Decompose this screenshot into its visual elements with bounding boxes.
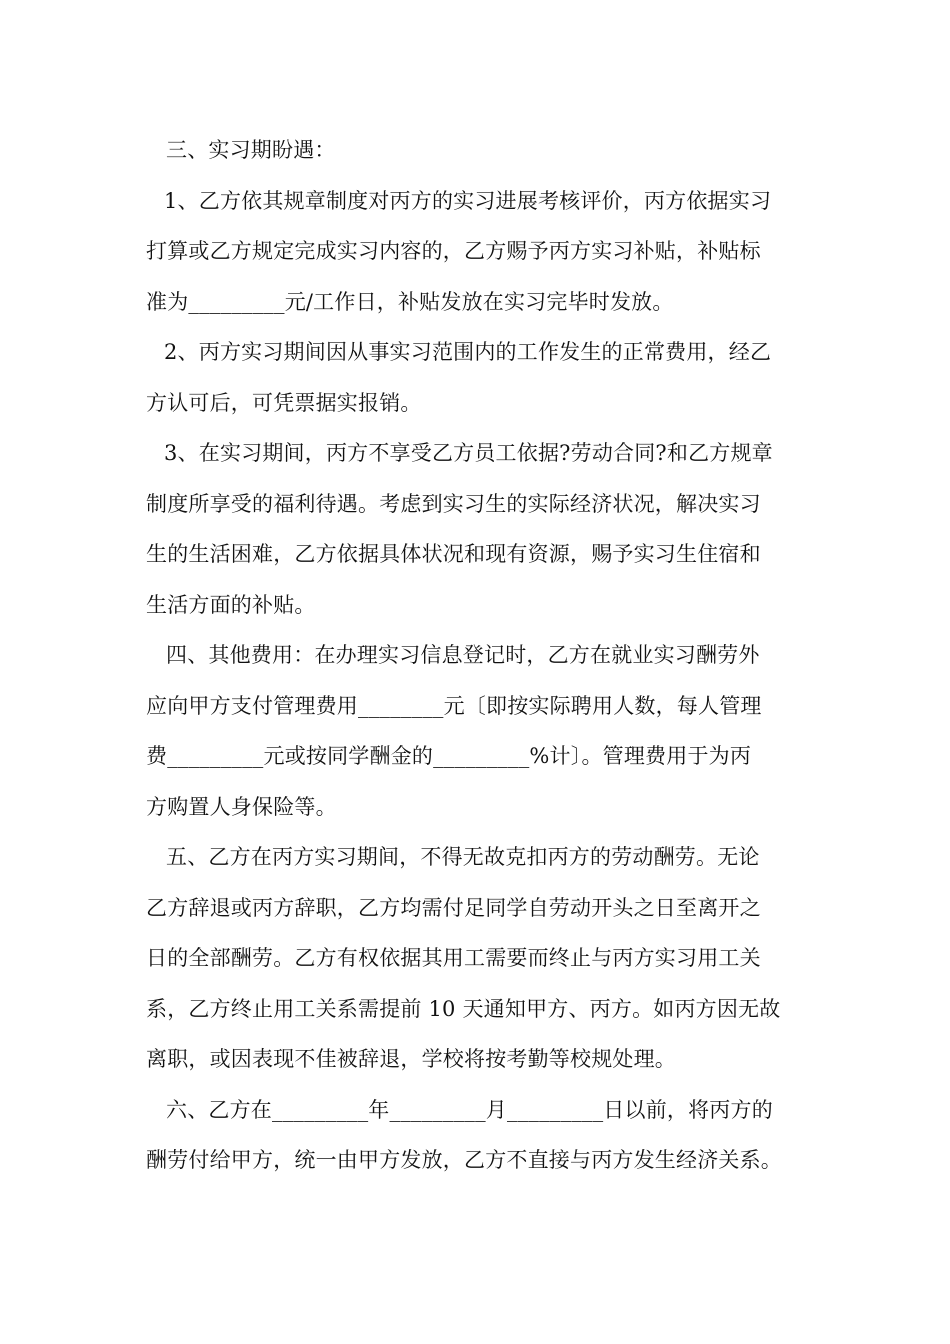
paragraph-line: 方购置人身保险等。 — [146, 794, 337, 819]
paragraph-line: 方认可后，可凭票据实报销。 — [146, 390, 422, 415]
paragraph-line: 费_________元或按同学酬金的_________%计〕。管理费用于为丙 — [146, 744, 752, 768]
paragraph-line: 乙方辞退或丙方辞职，乙方均需付足同学自劳动开头之日至离开之 — [146, 895, 761, 920]
paragraph-line: 2、丙方实习期间因从事实习范围内的工作发生的正常费用，经乙 — [164, 340, 772, 364]
paragraph-line: 3、在实习期间，丙方不享受乙方员工依据?劳动合同?和乙方规章 — [164, 441, 773, 465]
paragraph-line: 生的生活困难，乙方依据具体状况和现有资源，赐予实习生住宿和 — [146, 542, 761, 566]
paragraph-line: 酬劳付给甲方，统一由甲方发放，乙方不直接与丙方发生经济关系。 — [146, 1148, 782, 1172]
section-heading-3: 三、实习期盼遇： — [166, 138, 336, 162]
paragraph-line: 1、乙方依其规章制度对丙方的实习进展考核评价，丙方依据实习 — [164, 188, 772, 213]
paragraph-line: 应向甲方支付管理费用________元〔即按实际聘用人数，每人管理 — [146, 693, 762, 718]
paragraph-line: 生活方面的补贴。 — [146, 592, 316, 617]
paragraph-line: 准为_________元/工作日，补贴发放在实习完毕时发放。 — [146, 289, 674, 314]
section-heading-5: 五、乙方在丙方实习期间，不得无故克扣丙方的劳动酬劳。无论 — [166, 845, 760, 869]
document-body — [146, 125, 836, 1186]
paragraph-line: 日的全部酬劳。乙方有权依据其用工需要而终止与丙方实习用工关 — [146, 946, 761, 970]
paragraph-line: 打算或乙方规定完成实习内容的，乙方赐予丙方实习补贴，补贴标 — [146, 239, 761, 263]
paragraph-line: 系，乙方终止用工关系需提前 10 天通知甲方、丙方。如丙方因无故 — [146, 996, 781, 1021]
section-heading-4: 四、其他费用：在办理实习信息登记时，乙方在就业实习酬劳外 — [166, 643, 760, 667]
paragraph-line: 制度所享受的福利待遇。考虑到实习生的实际经济状况，解决实习 — [146, 491, 761, 516]
section-heading-6: 六、乙方在_________年_________月_________日以前，将丙方的 — [166, 1097, 773, 1122]
paragraph-line: 离职，或因表现不佳被辞退，学校将按考勤等校规处理。 — [146, 1047, 676, 1071]
